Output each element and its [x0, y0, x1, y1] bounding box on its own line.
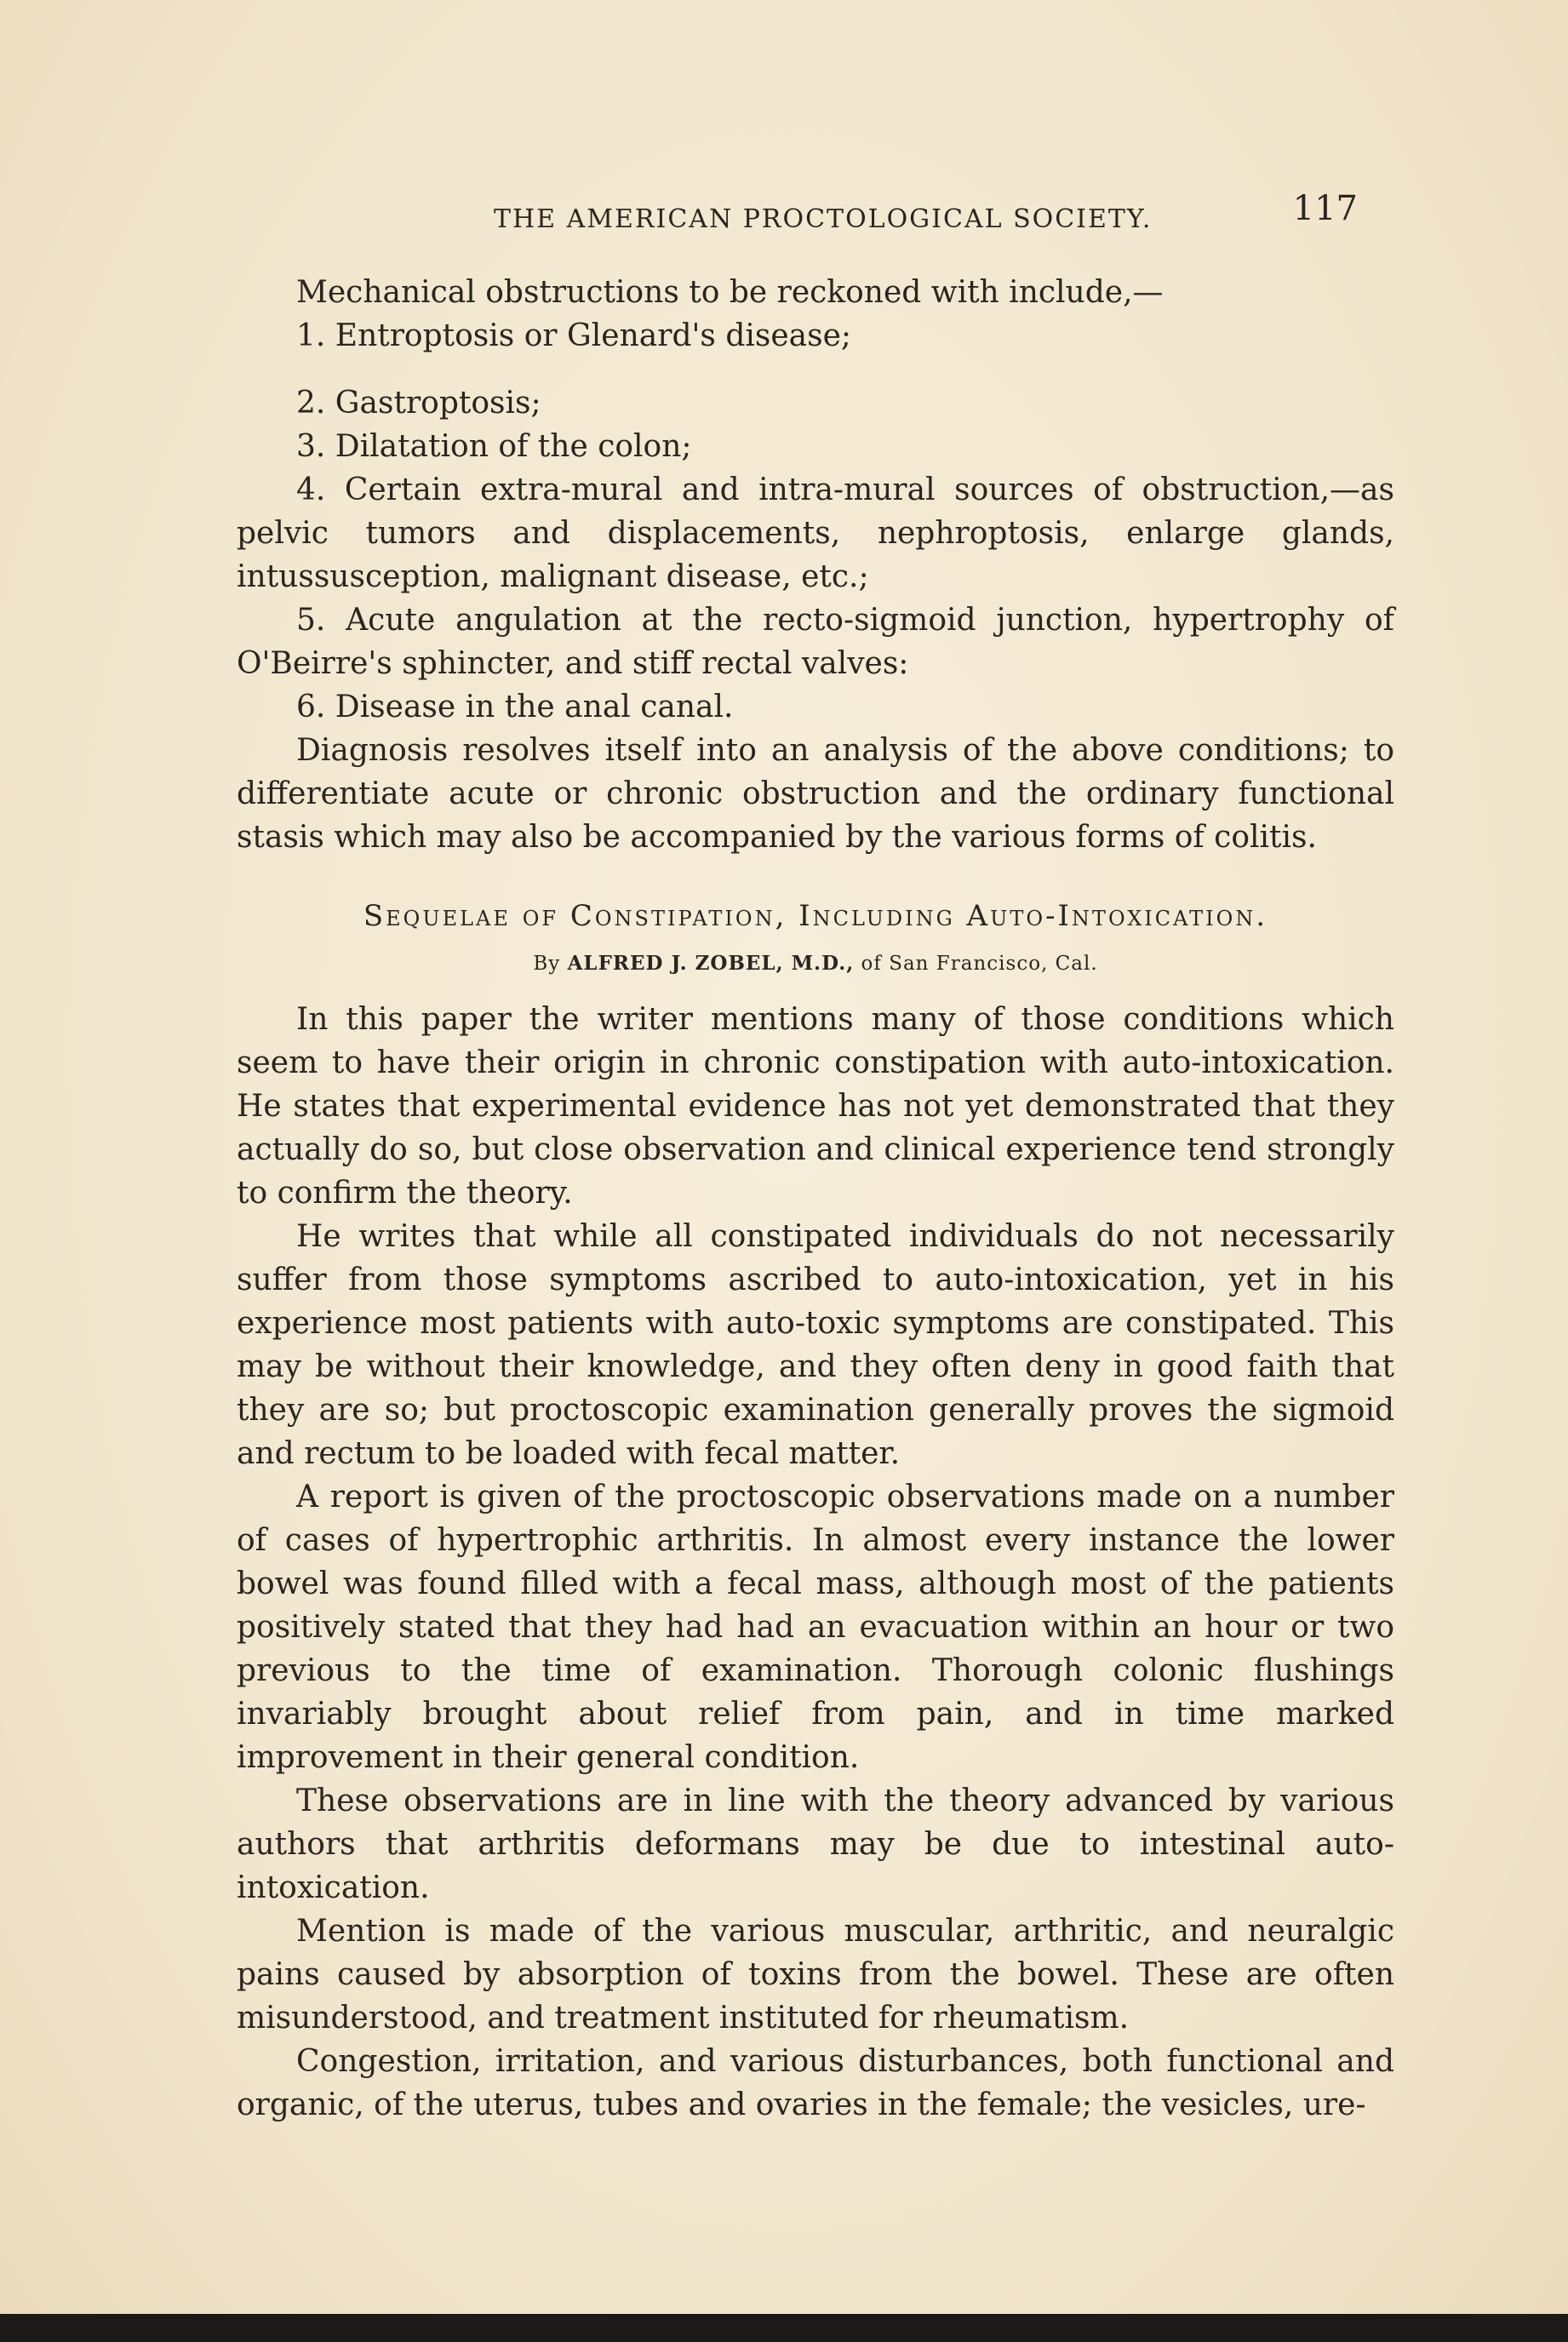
list-item: 2. Gastroptosis; — [296, 386, 541, 421]
paragraph: Congestion, irritation, and various disturbances, both functional and organic, of the uterus, tubes and ovaries in the female; the vesicles, ure- — [237, 2044, 1394, 2122]
list-gap — [237, 358, 1394, 381]
byline — [237, 942, 1394, 986]
diagnosis-paragraph: Diagnosis resolves itself into an analysis of the above conditions; to differentiate acute or chronic obstruction and the ordinary functional stasis which may also be accompanied by the various forms of colitis. — [237, 733, 1394, 855]
list-item: 1. Entroptosis or Glenard's disease; — [296, 318, 852, 353]
byline-prefix: By — [533, 953, 561, 975]
scan-bottom-edge — [0, 2314, 1568, 2342]
intro-paragraph: Mechanical obstructions to be reckoned with include,— — [296, 275, 1164, 310]
body-text — [237, 271, 1394, 2127]
running-head: THE AMERICAN PROCTOLOGICAL SOCIETY. — [494, 204, 1153, 234]
list-item: 5. Acute angulation at the recto-sigmoid junction, hypertrophy of O'Beirre's sphincter, and stiff rectal valves: — [237, 603, 1394, 681]
paragraph: In this paper the writer mentions many of those conditions which seem to have their origin in chronic constipation with auto-intoxication. He states that experimental evidence has not yet demonstrated that they actually do so, but close observation and clinical experience tend strongly to confirm the theory. — [237, 1002, 1394, 1211]
paragraph: A report is given of the proctoscopic observations made on a number of cases of hypertrophic arthritis. In almost every instance the lower bowel was found filled with a fecal mass, although most of the patients positively stated that they had had an evacuation within an hour or two previous to the time of examination. Thorough colonic flushings invariably brought about relief from pain, and in time marked improvement in their general condition. — [237, 1480, 1394, 1775]
page-number: 117 — [1292, 189, 1358, 228]
section-title: Sequelae of Constipation, Including Auto-Intoxication. — [363, 899, 1268, 933]
byline-location: of San Francisco, Cal. — [861, 953, 1098, 975]
page-header — [238, 189, 1379, 252]
list-item: 4. Certain extra-mural and intra-mural sources of obstruction,—as pelvic tumors and displacements, nephroptosis, enlarge glands, intussusception, malignant disease, etc.; — [237, 472, 1394, 594]
list-item: 6. Disease in the anal canal. — [296, 690, 734, 724]
paragraph: Mention is made of the various muscular, arthritic, and neuralgic pains caused by absorption of toxins from the bowel. These are often misunderstood, and treatment instituted for rheumatism. — [237, 1914, 1394, 2036]
list-item: 3. Dilatation of the colon; — [296, 429, 692, 464]
paragraph: He writes that while all constipated individuals do not necessarily suffer from those symptoms ascribed to auto-intoxication, yet in his experience most patients with auto-toxic symptoms are constipated. This may be without their knowledge, and they often deny in good faith that they are so; but proctoscopic examination generally proves the sigmoid and rectum to be loaded with fecal matter. — [237, 1219, 1394, 1471]
byline-author: ALFRED J. ZOBEL, M.D., — [567, 952, 855, 975]
paragraph: These observations are in line with the theory advanced by various authors that arthritis deformans may be due to intestinal auto-intoxication. — [237, 1784, 1394, 1905]
